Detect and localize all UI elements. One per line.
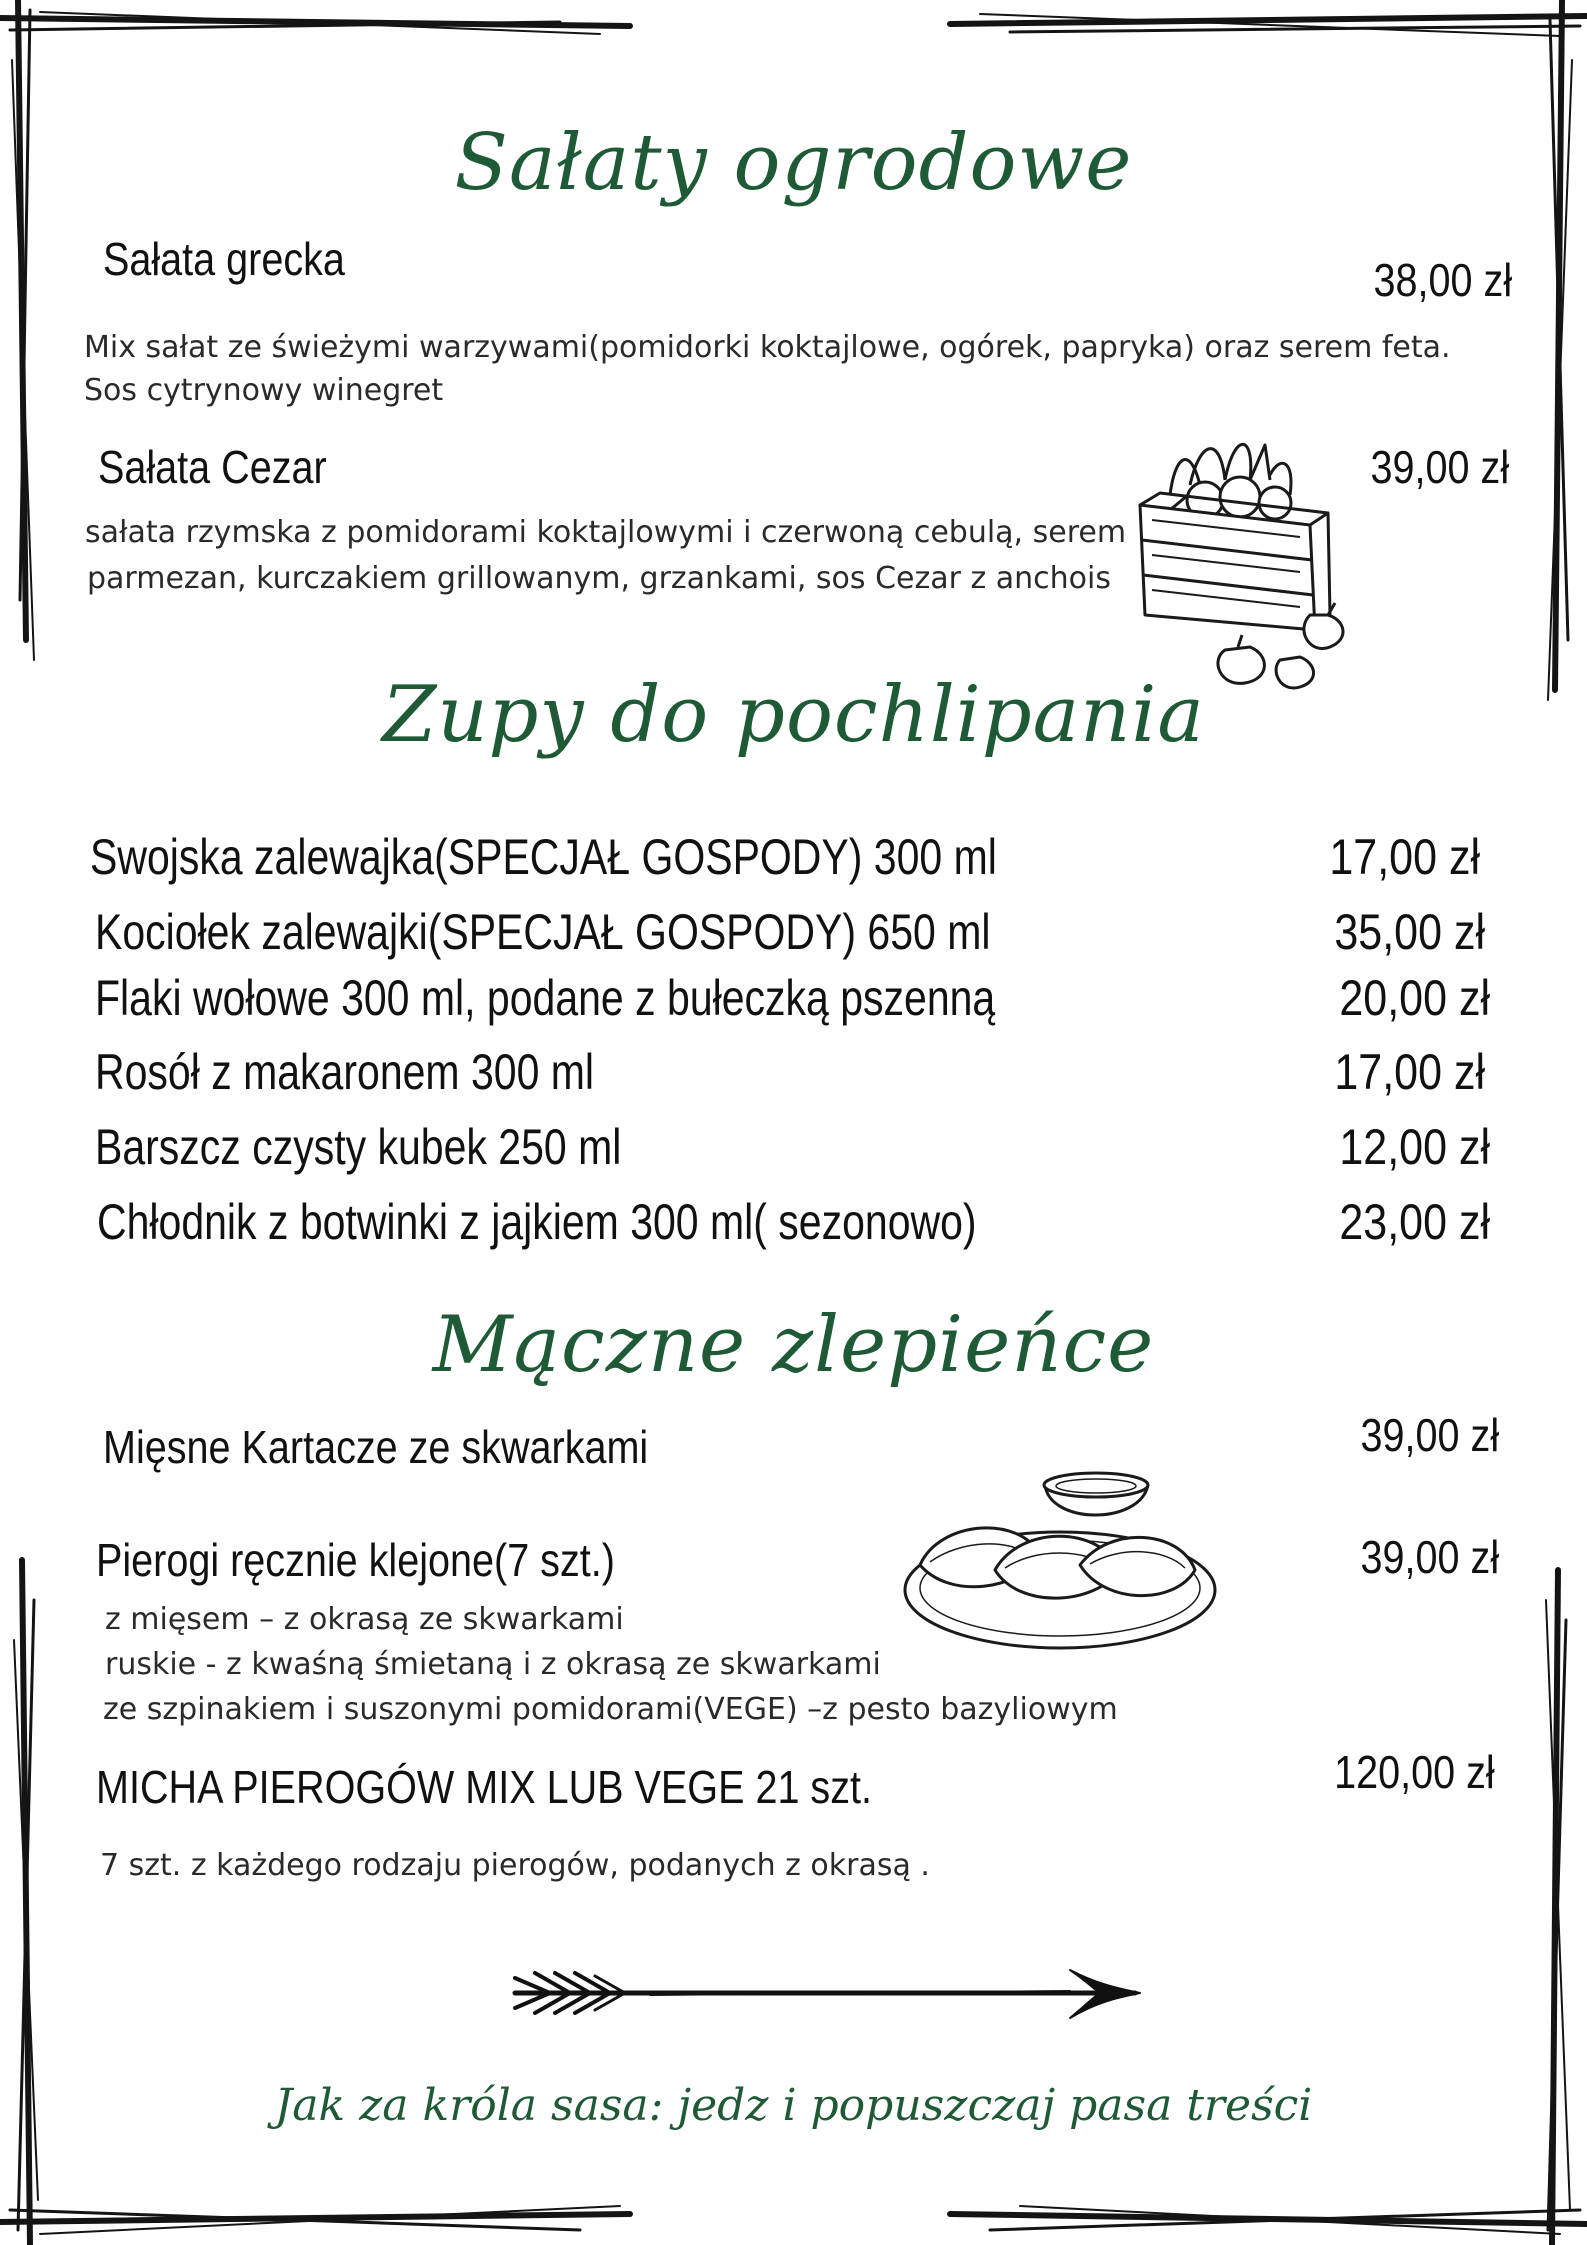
- soup-price: 35,00 zł: [1334, 904, 1485, 960]
- soup-name: Chłodnik z botwinki z jajkiem 300 ml( sezonowo): [97, 1194, 977, 1250]
- dumplings-plate-icon: [900, 1470, 1220, 1655]
- soup-name: Flaki wołowe 300 ml, podane z bułeczką pszenną: [95, 970, 996, 1026]
- dish-name-salata-grecka: Sałata grecka: [103, 233, 345, 285]
- soups-heading: Zupy do pochlipania: [382, 670, 1205, 760]
- arrow-icon: [510, 1958, 1150, 2028]
- dish-name-salata-cezar: Sałata Cezar: [98, 441, 327, 493]
- salads-heading: Sałaty ogrodowe: [454, 118, 1133, 208]
- soup-price: 17,00 zł: [1334, 1044, 1485, 1100]
- soup-price: 20,00 zł: [1339, 970, 1490, 1026]
- dish-desc-line: Sos cytrynowy winegret: [84, 373, 444, 408]
- soup-price: 17,00 zł: [1329, 829, 1480, 885]
- dish-desc-line: parmezan, kurczakiem grillowanym, grzankami, sos Cezar z anchois: [87, 561, 1111, 596]
- dish-price-kartacze: 39,00 zł: [1360, 1409, 1499, 1461]
- soup-name: Swojska zalewajka(SPECJAŁ GOSPODY) 300 ml: [90, 829, 997, 885]
- dish-desc-line: z mięsem – z okrasą ze skwarkami: [105, 1602, 624, 1637]
- dish-name-kartacze: Mięsne Kartacze ze skwarkami: [103, 1421, 649, 1473]
- soup-price: 23,00 zł: [1339, 1194, 1490, 1250]
- dish-price-salata-grecka: 38,00 zł: [1373, 254, 1512, 306]
- dumplings-heading: Mączne zlepieńce: [432, 1300, 1155, 1390]
- dish-desc-line: Mix sałat ze świeżymi warzywami(pomidorki koktajlowe, ogórek, papryka) oraz serem feta.: [84, 330, 1451, 365]
- dish-desc-line: ze szpinakiem i suszonymi pomidorami(VEGE) –z pesto bazyliowym: [103, 1692, 1118, 1727]
- dish-name-micha: MICHA PIEROGÓW MIX LUB VEGE 21 szt.: [96, 1761, 872, 1813]
- dish-price-salata-cezar: 39,00 zł: [1370, 441, 1509, 493]
- dish-name-pierogi: Pierogi ręcznie klejone(7 szt.): [96, 1534, 615, 1586]
- dish-desc-line: ruskie - z kwaśną śmietaną i z okrasą ze skwarkami: [105, 1647, 881, 1682]
- dish-price-micha: 120,00 zł: [1334, 1746, 1495, 1798]
- vegetable-crate-icon: [1130, 425, 1360, 695]
- dish-desc-line: 7 szt. z każdego rodzaju pierogów, podanych z okrasą .: [100, 1848, 930, 1883]
- dish-desc-line: sałata rzymska z pomidorami koktajlowymi i czerwoną cebulą, serem: [85, 515, 1127, 550]
- dish-price-pierogi: 39,00 zł: [1360, 1531, 1499, 1583]
- footer-slogan: Jak za króla sasa: jedz i popuszczaj pasa treści: [274, 2080, 1313, 2131]
- soup-price: 12,00 zł: [1339, 1119, 1490, 1175]
- soup-name: Barszcz czysty kubek 250 ml: [95, 1119, 622, 1175]
- soup-name: Kociołek zalewajki(SPECJAŁ GOSPODY) 650 ml: [95, 904, 991, 960]
- soup-name: Rosół z makaronem 300 ml: [95, 1044, 595, 1100]
